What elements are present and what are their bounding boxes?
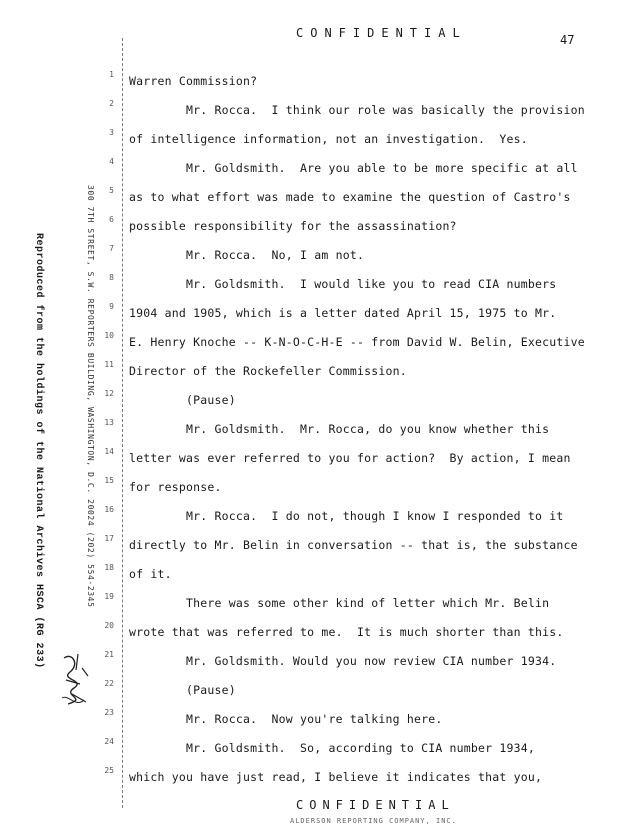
line-number: 19	[104, 592, 114, 601]
transcript-line: Mr. Goldsmith. Mr. Rocca, do you know whether this	[129, 422, 550, 436]
line-number: 6	[109, 215, 114, 224]
transcript-line: wrote that was referred to me. It is much shorter than this.	[129, 625, 564, 639]
page-number: 47	[560, 33, 575, 47]
line-number: 23	[104, 708, 114, 717]
line-number: 2	[109, 99, 114, 108]
transcript-line: possible responsibility for the assassination?	[129, 219, 457, 233]
line-number: 20	[104, 621, 114, 630]
reporting-company: ALDERSON REPORTING COMPANY, INC.	[290, 817, 457, 825]
line-number: 8	[109, 273, 114, 282]
transcript-line: of intelligence information, not an investigation. Yes.	[129, 132, 528, 146]
footer-confidential: CONFIDENTIAL	[296, 798, 455, 812]
line-number: 3	[109, 128, 114, 137]
transcript-line: of it.	[129, 567, 172, 581]
line-number: 15	[104, 476, 114, 485]
transcript-line: which you have just read, I believe it indicates that you,	[129, 770, 543, 784]
line-number: 21	[104, 650, 114, 659]
handwritten-signature-mark	[58, 650, 96, 710]
line-number: 5	[109, 186, 114, 195]
line-number: 9	[109, 302, 114, 311]
transcript-line: (Pause)	[129, 683, 236, 697]
transcript-line: There was some other kind of letter which Mr. Belin	[129, 596, 550, 610]
line-number: 17	[104, 534, 114, 543]
line-number: 22	[104, 679, 114, 688]
transcript-line: Mr. Rocca. Now you're talking here.	[129, 712, 443, 726]
line-number: 10	[104, 331, 114, 340]
transcript-line: Director of the Rockefeller Commission.	[129, 364, 407, 378]
line-number: 13	[104, 418, 114, 427]
line-number: 11	[104, 360, 114, 369]
transcript-line: Mr. Goldsmith. I would like you to read CIA numbers	[129, 277, 557, 291]
transcript-line: for response.	[129, 480, 222, 494]
header-confidential: CONFIDENTIAL	[296, 26, 467, 40]
line-number: 12	[104, 389, 114, 398]
line-number: 1	[109, 70, 114, 79]
transcript-line: (Pause)	[129, 393, 236, 407]
transcript-line: Mr. Goldsmith. Would you now review CIA number 1934.	[129, 654, 557, 668]
transcript-line: Mr. Rocca. I think our role was basically the provision	[129, 103, 585, 117]
line-number: 16	[104, 505, 114, 514]
line-number: 4	[109, 157, 114, 166]
transcript-line: Mr. Rocca. No, I am not.	[129, 248, 365, 262]
line-number: 18	[104, 563, 114, 572]
transcript-line: Warren Commission?	[129, 74, 258, 88]
transcript-line: letter was ever referred to you for action? By action, I mean	[129, 451, 571, 465]
left-margin-rule	[122, 38, 124, 808]
transcript-line: directly to Mr. Belin in conversation -- that is, the substance	[129, 538, 578, 552]
transcript-line: E. Henry Knoche -- K-N-O-C-H-E -- from David W. Belin, Executive	[129, 335, 585, 349]
line-number: 24	[104, 737, 114, 746]
transcript-line: Mr. Rocca. I do not, though I know I responded to it	[129, 509, 564, 523]
line-number: 14	[104, 447, 114, 456]
transcript-line: Mr. Goldsmith. Are you able to be more specific at all	[129, 161, 578, 175]
transcript-line: 1904 and 1905, which is a letter dated April 15, 1975 to Mr.	[129, 306, 557, 320]
line-number: 7	[109, 244, 114, 253]
line-number: 25	[104, 766, 114, 775]
archive-reproduction-notice: Reproduced from the holdings of the National Archives HSCA (RG 233)	[33, 233, 44, 669]
transcript-line: Mr. Goldsmith. So, according to CIA number 1934,	[129, 741, 536, 755]
transcript-line: as to what effort was made to examine the question of Castro's	[129, 190, 571, 204]
reporter-address: 300 7TH STREET, S.W. REPORTERS BUILDING, WASHINGTON, D.C. 20024 (202) 554-2345	[86, 185, 95, 608]
